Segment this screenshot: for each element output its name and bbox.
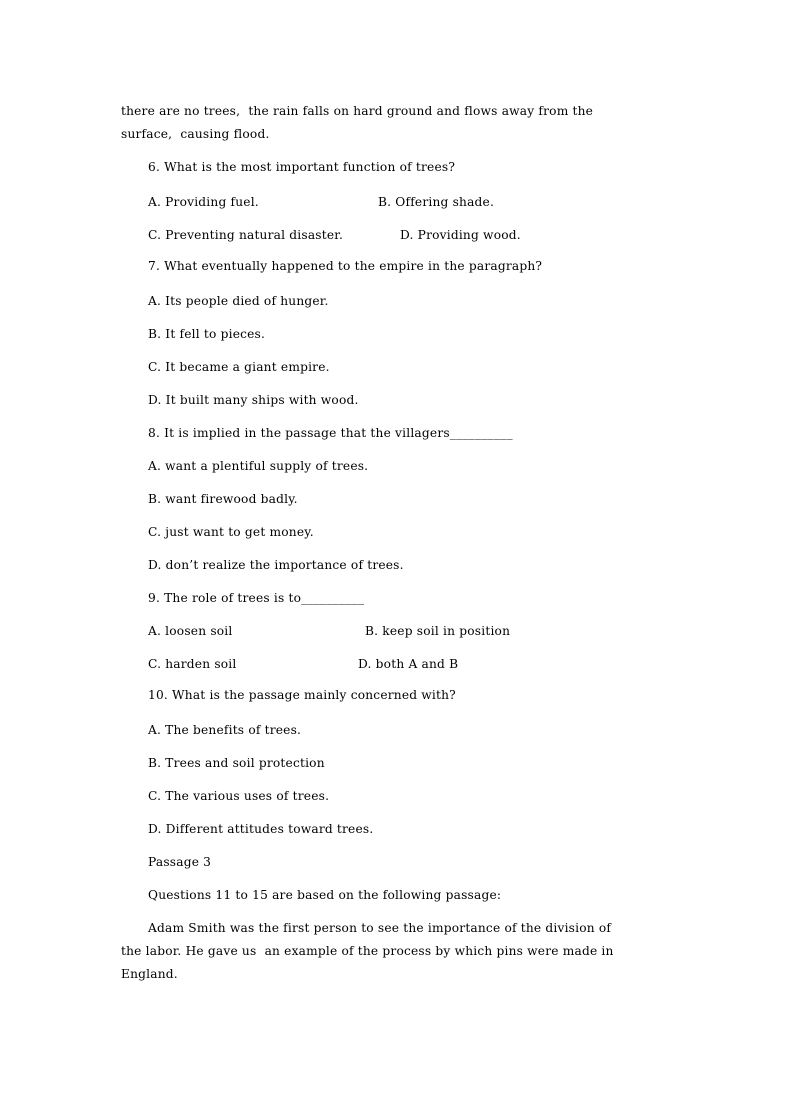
q7-option-a: A. Its people died of hunger.	[148, 294, 329, 308]
question-6: 6. What is the most important function of trees?	[148, 160, 456, 174]
q7-option-c: C. It became a giant empire.	[148, 360, 330, 374]
q8-option-a: A. want a plentiful supply of trees.	[148, 459, 369, 473]
passage-3-title: Passage 3	[148, 855, 212, 869]
q6-option-a: A. Providing fuel.	[148, 195, 259, 209]
q10-option-c: C. The various uses of trees.	[148, 789, 330, 803]
q8-option-d: D. don’t realize the importance of trees.	[148, 558, 404, 572]
q7-option-b: B. It fell to pieces.	[148, 327, 266, 341]
intro-line-2: surface, causing flood.	[121, 127, 270, 141]
passage-3-line-1: Adam Smith was the first person to see the importance of the division of	[148, 921, 612, 935]
q9-option-b: B. keep soil in position	[365, 624, 511, 638]
question-8: 8. It is implied in the passage that the villagers__________	[148, 426, 513, 440]
q8-option-c: C. just want to get money.	[148, 525, 314, 539]
q10-option-a: A. The benefits of trees.	[148, 723, 302, 737]
q10-option-d: D. Different attitudes toward trees.	[148, 822, 374, 836]
q9-option-a: A. loosen soil	[148, 624, 233, 638]
q9-option-c: C. harden soil	[148, 657, 237, 671]
q10-option-b: B. Trees and soil protection	[148, 756, 325, 770]
question-10: 10. What is the passage mainly concerned with?	[148, 688, 456, 702]
q6-option-b: B. Offering shade.	[378, 195, 495, 209]
q6-option-d: D. Providing wood.	[400, 228, 521, 242]
passage-3-line-3: England.	[121, 967, 178, 981]
q7-option-d: D. It built many ships with wood.	[148, 393, 359, 407]
q6-option-c: C. Preventing natural disaster.	[148, 228, 344, 242]
q8-option-b: B. want firewood badly.	[148, 492, 298, 506]
intro-line-1: there are no trees, the rain falls on hard ground and flows away from the	[121, 104, 594, 118]
question-9: 9. The role of trees is to__________	[148, 591, 365, 605]
passage-3-line-2: the labor. He gave us an example of the process by which pins were made in	[121, 944, 614, 958]
question-7: 7. What eventually happened to the empire in the paragraph?	[148, 259, 543, 273]
passage-3-instructions: Questions 11 to 15 are based on the following passage:	[148, 888, 502, 902]
q9-option-d: D. both A and B	[358, 657, 459, 671]
